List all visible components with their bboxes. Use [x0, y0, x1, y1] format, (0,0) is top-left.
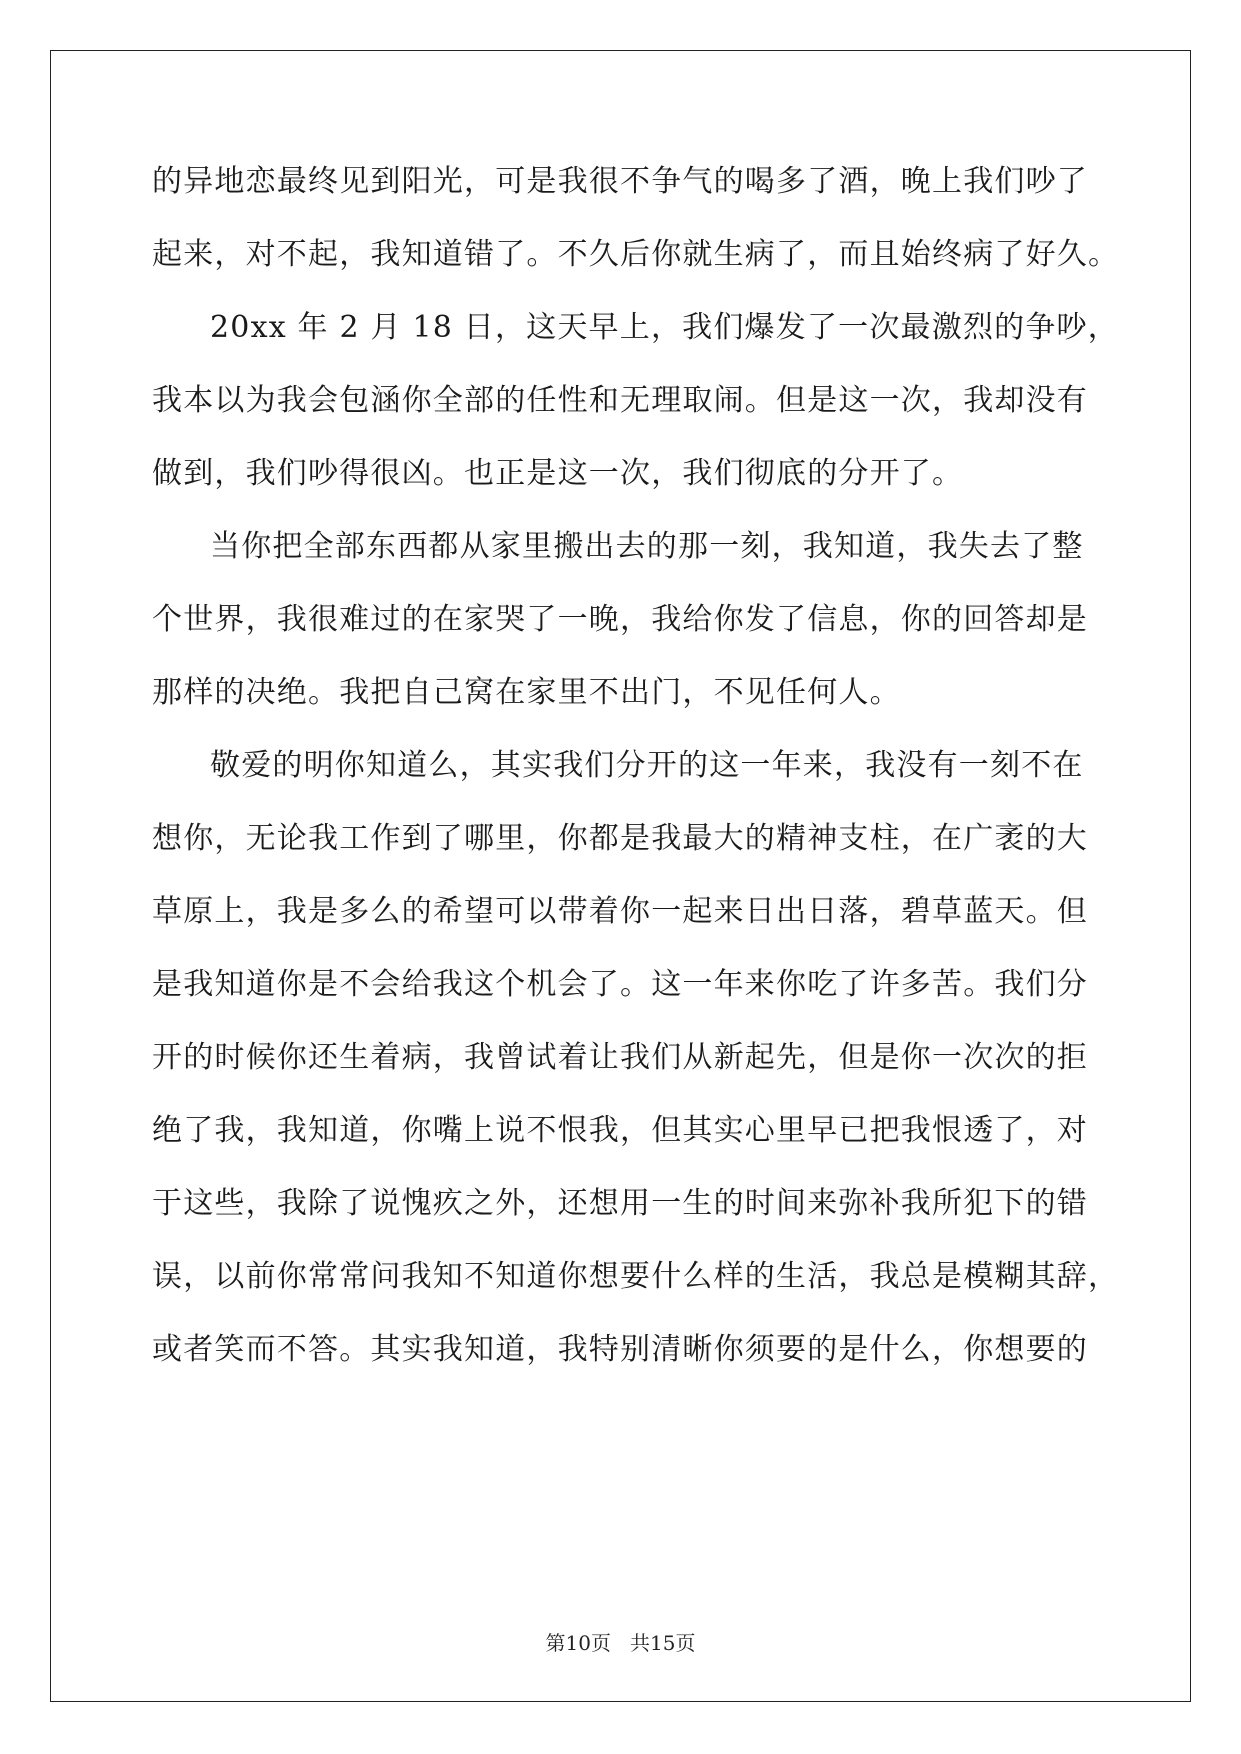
text-line: 那样的决绝。我把自己窝在家里不出门，不见任何人。: [152, 675, 901, 710]
text-line: 个世界，我很难过的在家哭了一晚，我给你发了信息，你的回答却是: [152, 602, 1088, 637]
page-footer: [0, 1627, 1241, 1656]
text-line: 做到，我们吵得很凶。也正是这一次，我们彻底的分开了。: [152, 456, 964, 491]
paragraph-start-line: 敬爱的明你知道么，其实我们分开的这一年来，我没有一刻不在: [210, 748, 1084, 783]
page-number: 第10页: [545, 1631, 611, 1655]
text-line: 是我知道你是不会给我这个机会了。这一年来你吃了许多苦。我们分: [152, 967, 1088, 1002]
paragraph-start-line: 当你把全部东西都从家里搬出去的那一刻，我知道，我失去了整: [210, 529, 1084, 564]
text-line: 误，以前你常常问我知不知道你想要什么样的生活，我总是模糊其辞，: [152, 1259, 1120, 1294]
text-line: 草原上，我是多么的希望可以带着你一起来日出日落，碧草蓝天。但: [152, 894, 1088, 929]
text-line: 想你，无论我工作到了哪里，你都是我最大的精神支柱，在广袤的大: [152, 821, 1088, 856]
text-line: 绝了我，我知道，你嘴上说不恨我，但其实心里早已把我恨透了，对: [152, 1113, 1088, 1148]
text-line: 开的时候你还生着病，我曾试着让我们从新起先，但是你一次次的拒: [152, 1040, 1088, 1075]
text-line: 我本以为我会包涵你全部的任性和无理取闹。但是这一次，我却没有: [152, 383, 1088, 418]
paragraph-start-line: 20xx 年 2 月 18 日，这天早上，我们爆发了一次最激烈的争吵，: [210, 310, 1119, 345]
page-border: [50, 50, 1191, 1702]
text-line: 的异地恋最终见到阳光，可是我很不争气的喝多了酒，晚上我们吵了: [152, 164, 1088, 199]
page-total: 共15页: [630, 1631, 696, 1655]
text-line: 于这些，我除了说愧疚之外，还想用一生的时间来弥补我所犯下的错: [152, 1186, 1088, 1221]
text-line: 起来，对不起，我知道错了。不久后你就生病了，而且始终病了好久。: [152, 237, 1120, 272]
text-line: 或者笑而不答。其实我知道，我特别清晰你须要的是什么，你想要的: [152, 1332, 1088, 1367]
